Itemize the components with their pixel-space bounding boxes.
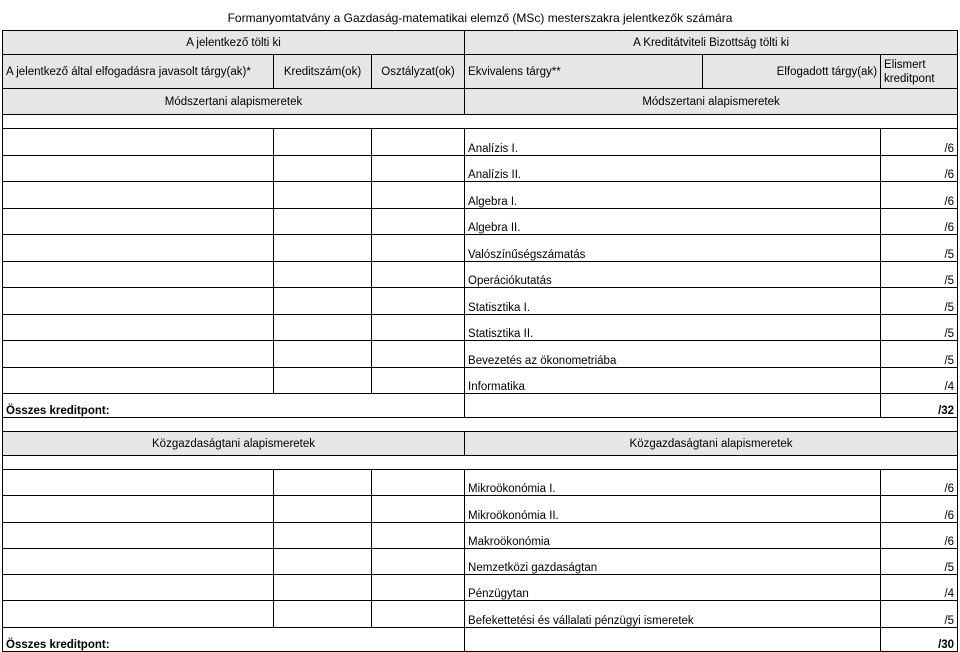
- total-credits-value-methodology: /32: [881, 394, 958, 418]
- proposed-subject-input[interactable]: [3, 182, 274, 209]
- column-header-credits: Kreditszám(ok): [274, 55, 372, 89]
- credits-input[interactable]: [274, 182, 372, 209]
- grade-input[interactable]: [372, 155, 465, 182]
- table-row: [3, 129, 958, 156]
- credits-input[interactable]: [274, 496, 372, 522]
- recognized-credit-cell[interactable]: /5: [881, 288, 958, 315]
- grade-input[interactable]: [372, 601, 465, 627]
- page-title: Formanyomtatvány a Gazdaság-matematikai elemző (MSc) mesterszakra jelentkezők számára: [227, 11, 733, 25]
- proposed-subject-input[interactable]: [3, 548, 274, 574]
- table-row: [3, 341, 958, 368]
- grade-input[interactable]: [372, 235, 465, 262]
- column-header-recognized-credit: [881, 55, 958, 89]
- column-header-grades: Osztályzat(ok): [372, 55, 465, 89]
- equivalent-subject-cell: Informatika: [465, 367, 881, 394]
- credits-input[interactable]: [274, 261, 372, 288]
- grade-input[interactable]: [372, 548, 465, 574]
- recognized-credit-cell[interactable]: /5: [881, 261, 958, 288]
- proposed-subject-input[interactable]: [3, 522, 274, 548]
- credits-input[interactable]: [274, 341, 372, 368]
- table-row: [3, 155, 958, 182]
- grade-input[interactable]: [372, 261, 465, 288]
- table-row: [3, 601, 958, 627]
- grade-input[interactable]: [372, 496, 465, 522]
- proposed-subject-input[interactable]: [3, 235, 274, 262]
- credits-input[interactable]: [274, 129, 372, 156]
- grade-input[interactable]: [372, 288, 465, 315]
- section-title-economics-left: Közgazdaságtani alapismeretek: [3, 432, 465, 456]
- recognized-credit-cell[interactable]: /5: [881, 548, 958, 574]
- recognized-credit-cell[interactable]: /6: [881, 496, 958, 522]
- equivalent-subject-cell: Statisztika I.: [465, 288, 881, 315]
- proposed-subject-input[interactable]: [3, 575, 274, 601]
- recognized-credit-cell[interactable]: /6: [881, 208, 958, 235]
- credits-input[interactable]: [274, 288, 372, 315]
- section-spacer: [3, 115, 958, 129]
- section-title-methodology-left: Módszertani alapismeretek: [3, 89, 465, 115]
- column-header-proposed-subjects: A jelentkező által elfogadásra javasolt tárgy(ak)*: [3, 55, 274, 89]
- section-spacer: [3, 418, 958, 432]
- grade-input[interactable]: [372, 470, 465, 496]
- credits-input[interactable]: [274, 155, 372, 182]
- table-row: [3, 208, 958, 235]
- table-row: [3, 367, 958, 394]
- table-row: [3, 182, 958, 209]
- grade-input[interactable]: [372, 575, 465, 601]
- column-header-accepted-subjects: Elfogadott tárgy(ak): [703, 55, 881, 89]
- grade-input[interactable]: [372, 208, 465, 235]
- economics-rows: [3, 470, 958, 628]
- credits-input[interactable]: [274, 548, 372, 574]
- proposed-subject-input[interactable]: [3, 470, 274, 496]
- grade-input[interactable]: [372, 182, 465, 209]
- proposed-subject-input[interactable]: [3, 601, 274, 627]
- total-credits-label-methodology: Összes kreditpont:: [3, 394, 465, 418]
- equivalent-subject-cell: Valószínűségszámatás: [465, 235, 881, 262]
- credits-input[interactable]: [274, 314, 372, 341]
- column-header-equivalent-subject: Ekvivalens tárgy**: [465, 55, 703, 89]
- recognized-credit-cell[interactable]: /5: [881, 341, 958, 368]
- equivalent-subject-cell: Bevezetés az ökonometriába: [465, 341, 881, 368]
- section-spacer: [3, 456, 958, 470]
- table-row: [3, 261, 958, 288]
- grade-input[interactable]: [372, 341, 465, 368]
- proposed-subject-input[interactable]: [3, 155, 274, 182]
- recognized-credit-cell[interactable]: /6: [881, 522, 958, 548]
- table-row: [3, 496, 958, 522]
- recognized-credit-cell[interactable]: /5: [881, 314, 958, 341]
- total-credits-empty-methodology: [465, 394, 881, 418]
- credits-input[interactable]: [274, 575, 372, 601]
- equivalent-subject-cell: Analízis II.: [465, 155, 881, 182]
- total-credits-label-economics: Összes kreditpont:: [3, 627, 465, 651]
- proposed-subject-input[interactable]: [3, 129, 274, 156]
- proposed-subject-input[interactable]: [3, 496, 274, 522]
- recognized-credit-cell[interactable]: /6: [881, 129, 958, 156]
- credits-input[interactable]: [274, 208, 372, 235]
- proposed-subject-input[interactable]: [3, 341, 274, 368]
- table-row: [3, 470, 958, 496]
- grade-input[interactable]: [372, 129, 465, 156]
- recognized-credit-line2: kreditpont: [884, 72, 935, 85]
- proposed-subject-input[interactable]: [3, 314, 274, 341]
- credits-input[interactable]: [274, 522, 372, 548]
- total-credits-empty-economics: [465, 627, 881, 651]
- applicant-section-header: A jelentkező tölti ki: [3, 31, 465, 55]
- proposed-subject-input[interactable]: [3, 367, 274, 394]
- equivalent-subject-cell: Statisztika II.: [465, 314, 881, 341]
- recognized-credit-cell[interactable]: /6: [881, 470, 958, 496]
- grade-input[interactable]: [372, 314, 465, 341]
- grade-input[interactable]: [372, 522, 465, 548]
- table-row: [3, 235, 958, 262]
- table-row: [3, 575, 958, 601]
- committee-section-header: A Kreditátviteli Bizottság tölti ki: [465, 31, 958, 55]
- credits-input[interactable]: [274, 470, 372, 496]
- methodology-rows: [3, 129, 958, 394]
- equivalent-subject-cell: Algebra I.: [465, 182, 881, 209]
- proposed-subject-input[interactable]: [3, 288, 274, 315]
- equivalent-subject-cell: Analízis I.: [465, 129, 881, 156]
- recognized-credit-cell[interactable]: /4: [881, 575, 958, 601]
- recognized-credit-cell[interactable]: /4: [881, 367, 958, 394]
- equivalent-subject-cell: Operációkutatás: [465, 261, 881, 288]
- equivalent-subject-cell: Mikroökonómia II.: [465, 496, 881, 522]
- recognized-credit-cell[interactable]: /6: [881, 182, 958, 209]
- equivalent-subject-cell: Pénzügytan: [465, 575, 881, 601]
- recognized-credit-line1: Elismert: [884, 58, 926, 71]
- equivalent-subject-cell: Befekettetési és vállalati pénzügyi ismeretek: [465, 601, 881, 627]
- recognized-credit-cell[interactable]: /5: [881, 601, 958, 627]
- equivalent-subject-cell: Algebra II.: [465, 208, 881, 235]
- grade-input[interactable]: [372, 367, 465, 394]
- section-title-economics-right: Közgazdaságtani alapismeretek: [465, 432, 958, 456]
- proposed-subject-input[interactable]: [3, 208, 274, 235]
- credits-input[interactable]: [274, 601, 372, 627]
- credits-input[interactable]: [274, 367, 372, 394]
- equivalent-subject-cell: Nemzetközi gazdaságtan: [465, 548, 881, 574]
- equivalent-subject-cell: Mikroökonómia I.: [465, 470, 881, 496]
- equivalent-subject-cell: Makroökonómia: [465, 522, 881, 548]
- credits-input[interactable]: [274, 235, 372, 262]
- section-title-methodology-right: Módszertani alapismeretek: [465, 89, 958, 115]
- recognized-credit-cell[interactable]: /6: [881, 155, 958, 182]
- recognized-credit-cell[interactable]: /5: [881, 235, 958, 262]
- table-row: [3, 288, 958, 315]
- total-credits-value-economics: /30: [881, 627, 958, 651]
- table-row: [3, 548, 958, 574]
- proposed-subject-input[interactable]: [3, 261, 274, 288]
- table-row: [3, 314, 958, 341]
- application-form-table: [2, 30, 958, 652]
- table-row: [3, 522, 958, 548]
